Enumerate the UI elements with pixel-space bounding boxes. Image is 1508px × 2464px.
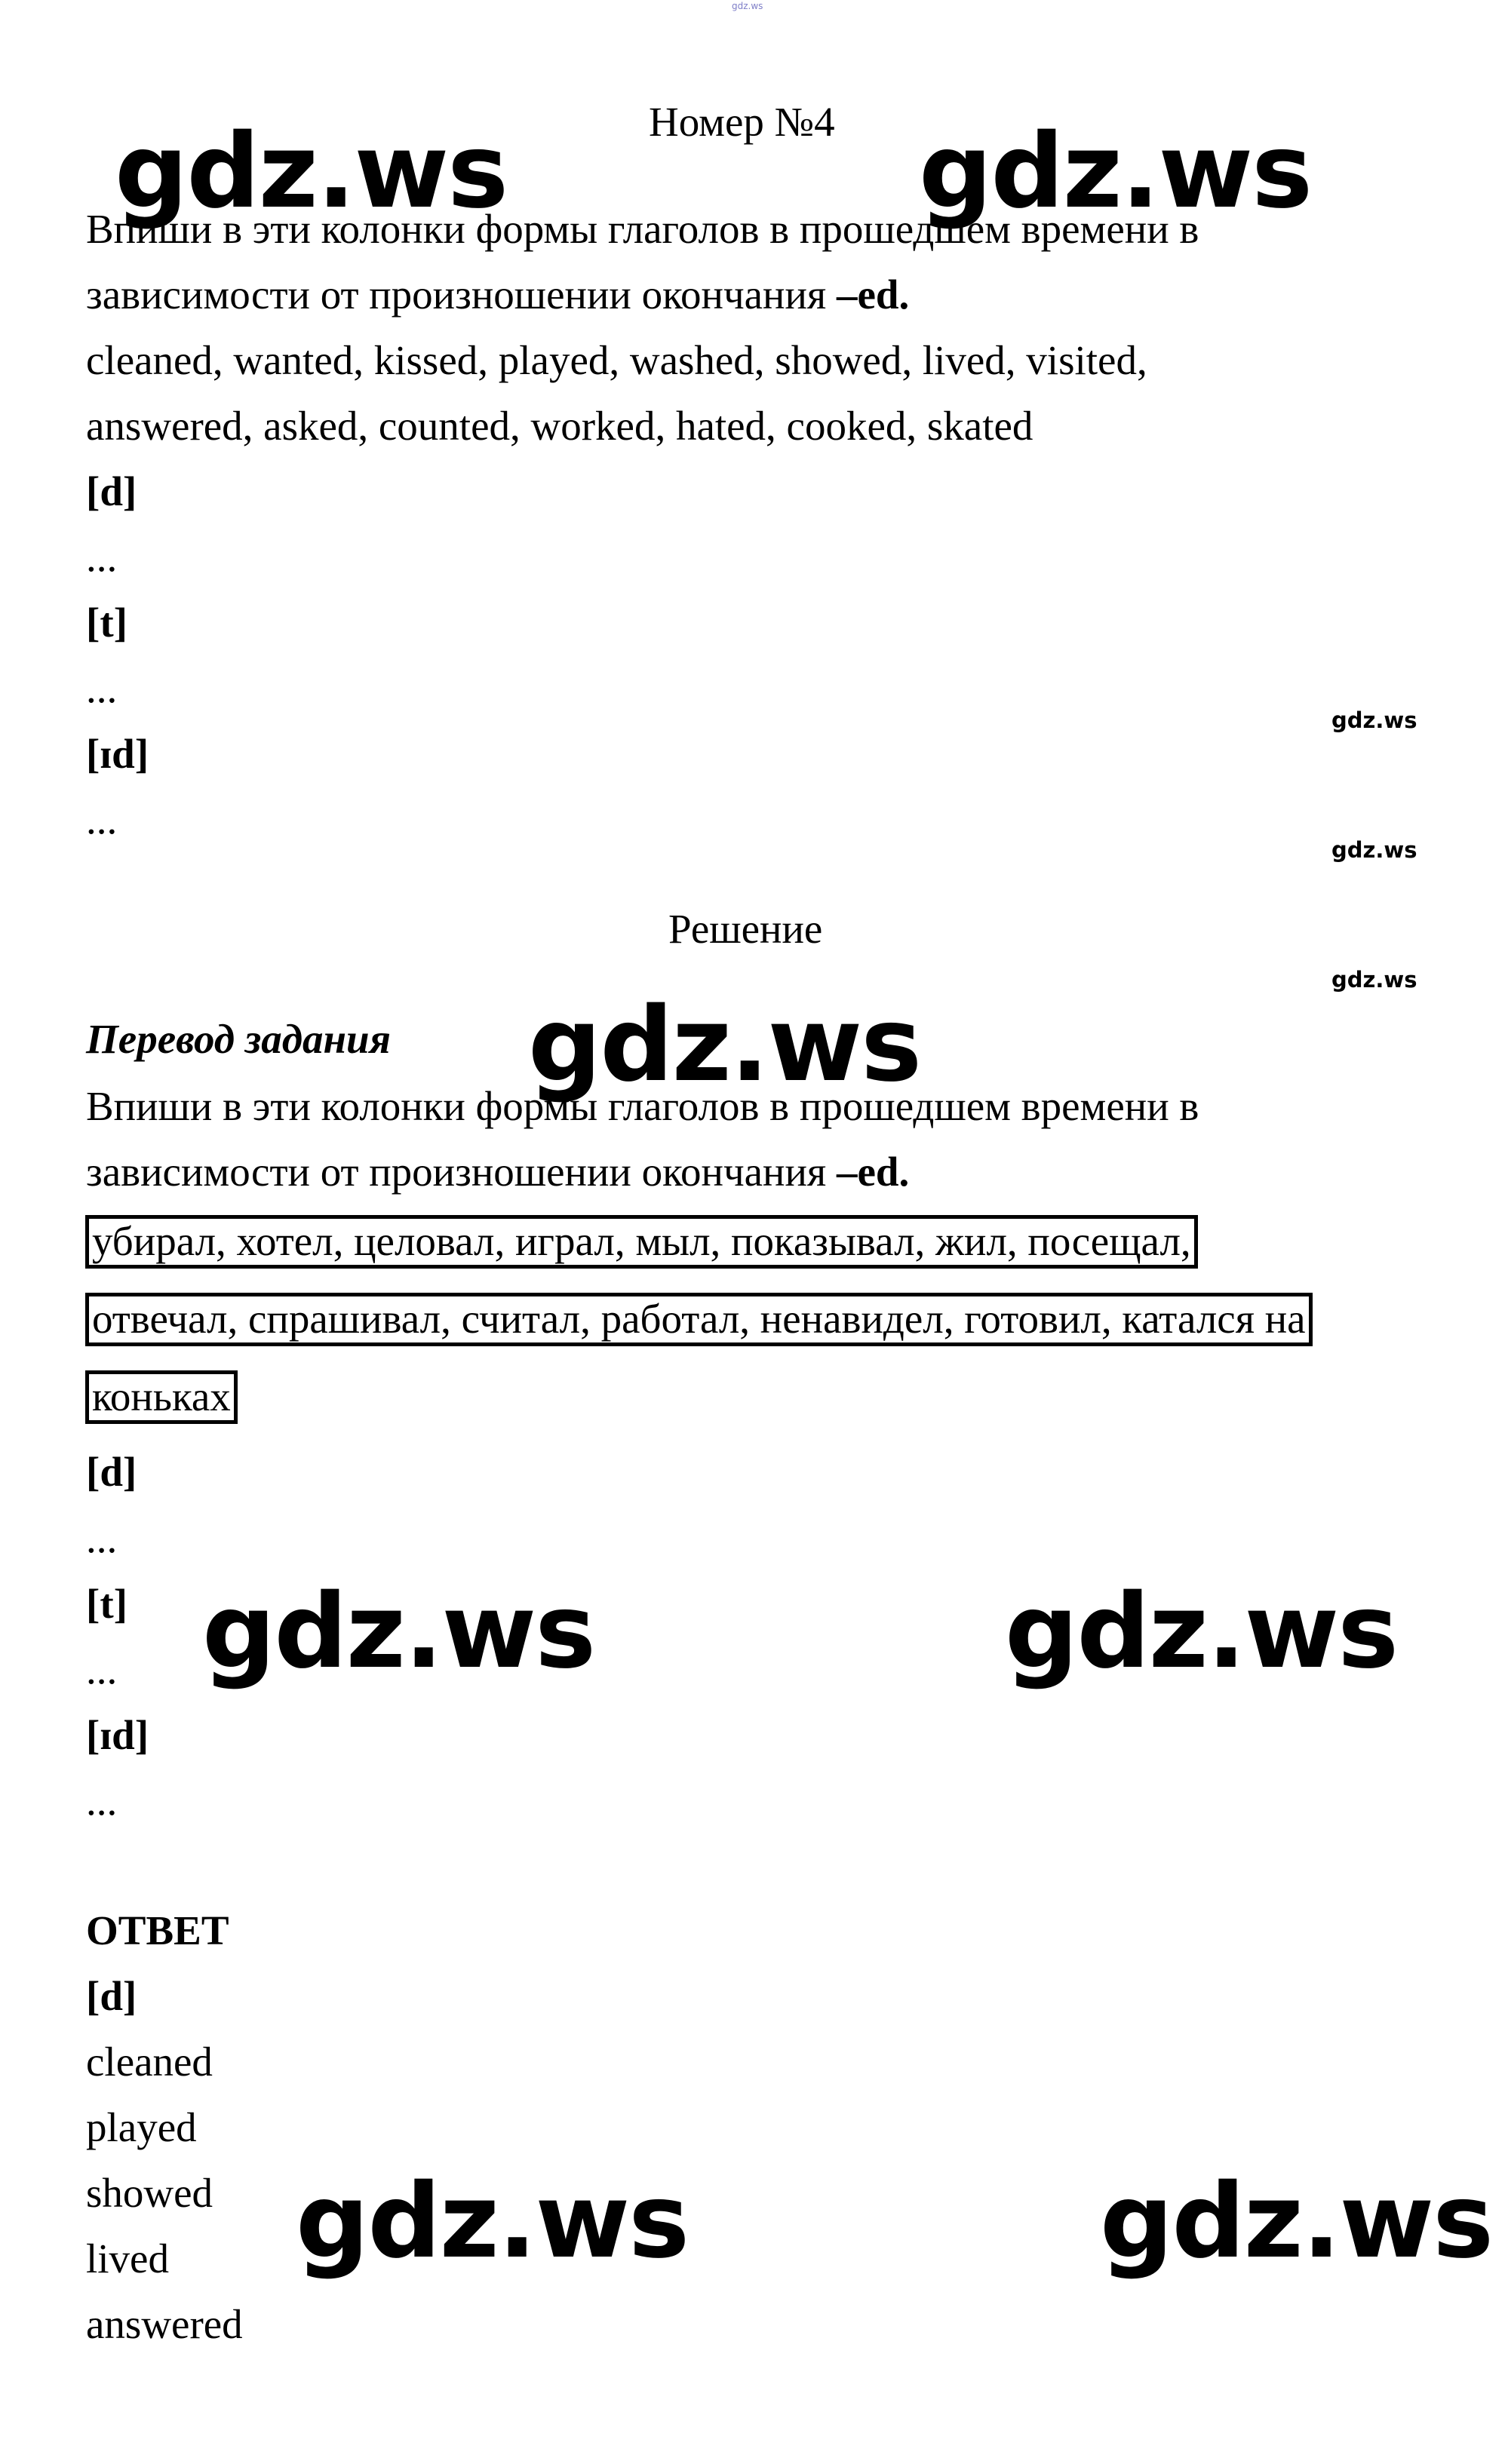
task-line-2 [86,272,909,318]
watermark-big: gdz.ws [528,986,921,1105]
translation-ending-ed: –ed. [836,1149,910,1195]
watermark-big: gdz.ws [296,2162,689,2281]
task-line-2-text: зависимости от произношении окончания [86,272,837,318]
task-label-t: [t] [86,600,127,646]
answer-word: lived [86,2235,169,2281]
watermark-small: gdz.ws [1331,967,1417,993]
translation-label-id: [ɪd] [86,1712,149,1758]
watermark-big: gdz.ws [1005,1573,1398,1692]
translation-line-2 [86,1149,909,1195]
answer-word: answered [86,2301,243,2347]
task-label-id: [ɪd] [86,731,149,777]
watermark-tiny: gdz.ws [732,1,763,11]
answer-word: played [86,2104,197,2150]
translation-boxed-line-3: коньках [85,1370,238,1424]
task-label-d: [d] [86,468,137,514]
translation-boxed-line-2: отвечал, спрашивал, считал, работал, ненавидел, готовил, катался на [85,1293,1313,1346]
watermark-big: gdz.ws [202,1573,595,1692]
translation-boxed-line-1: убирал, хотел, целовал, играл, мыл, показывал, жил, посещал, [85,1215,1198,1269]
translation-dots-d: ... [86,1515,118,1561]
translation-line-1: Впиши в эти колонки формы глаголов в прошедшем времени в [86,1083,1199,1129]
task-dots-t: ... [86,665,118,711]
task-words-line-1: cleaned, wanted, kissed, played, washed, showed, lived, visited, [86,337,1147,383]
task-line-1: Впиши в эти колонки формы глаголов в прошедшем времени в [86,206,1199,252]
translation-line-2-text: зависимости от произношении окончания [86,1149,837,1195]
task-ending-ed: –ed. [836,272,910,318]
task-words-line-2: answered, asked, counted, worked, hated, cooked, skated [86,403,1033,449]
task-dots-d: ... [86,534,118,580]
watermark-small: gdz.ws [1331,837,1417,863]
translation-dots-t: ... [86,1646,118,1692]
answer-heading: ОТВЕТ [86,1907,229,1953]
translation-dots-id: ... [86,1778,118,1824]
translation-label-d: [d] [86,1449,137,1495]
watermark-big: gdz.ws [919,112,1312,232]
translation-label-t: [t] [86,1581,127,1627]
translation-heading: Перевод задания [86,1016,391,1062]
task-dots-id: ... [86,796,118,842]
answer-word: showed [86,2170,213,2216]
page-title: Номер №4 [649,99,835,145]
watermark-small: gdz.ws [1331,707,1417,733]
watermark-big: gdz.ws [1100,2162,1493,2281]
solution-heading: Решение [668,906,823,952]
watermark-big: gdz.ws [115,112,508,232]
answer-word: cleaned [86,2039,213,2085]
answer-label-d: [d] [86,1973,137,2019]
